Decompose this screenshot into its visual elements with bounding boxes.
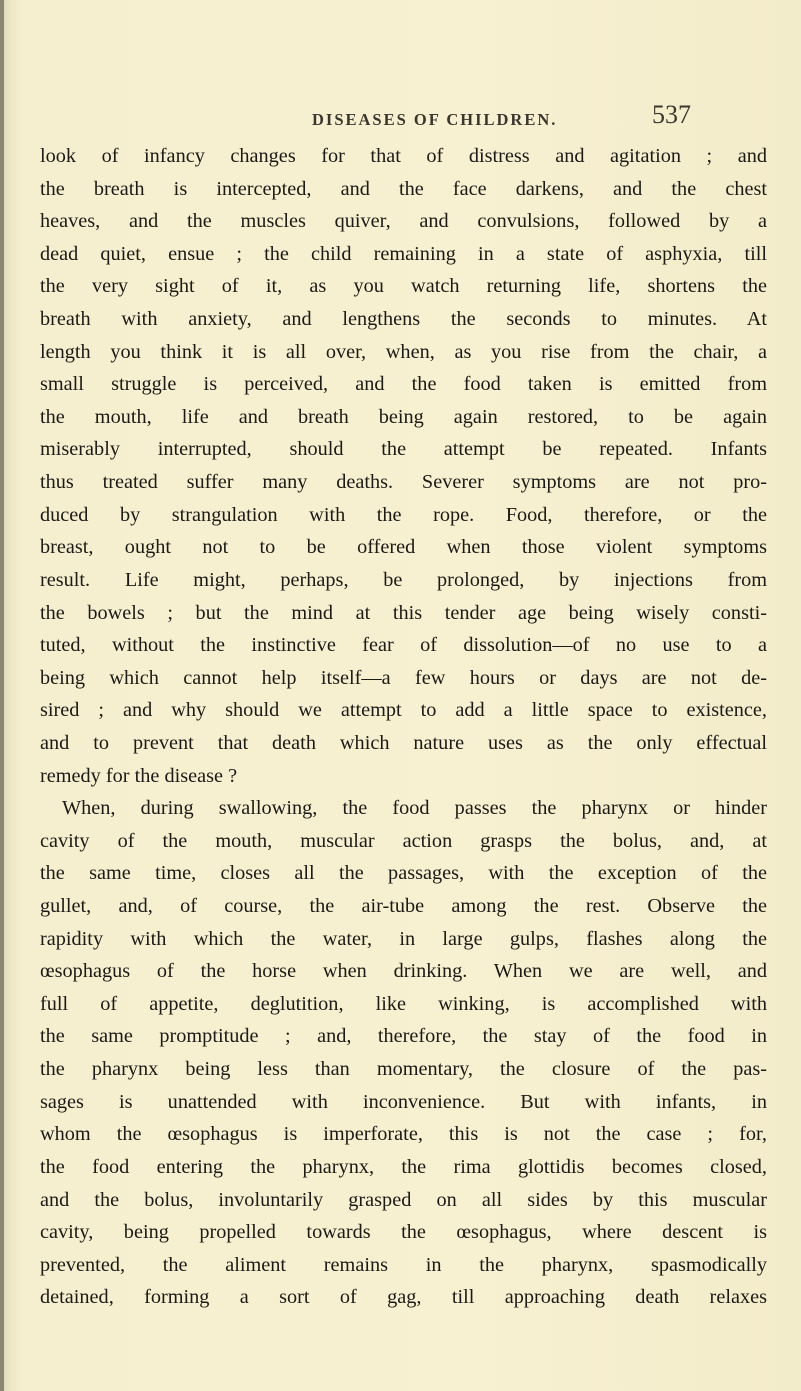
text-line: and the bolus, involuntarily grasped on all sides by this muscular xyxy=(40,1188,767,1211)
text-line: duced by strangulation with the rope. Food, therefore, or the xyxy=(40,503,767,526)
text-line: cavity, being propelled towards the œsophagus, where descent is xyxy=(40,1221,767,1244)
body-text xyxy=(40,140,767,1314)
text-line: gullet, and, of course, the air-tube among the rest. Observe the xyxy=(40,895,767,918)
text-line: full of appetite, deglutition, like winking, is accomplished with xyxy=(40,992,767,1015)
text-line: the food entering the pharynx, the rima glottidis becomes closed, xyxy=(40,1155,767,1178)
text-line: sages is unattended with inconvenience. But with infants, in xyxy=(40,1090,767,1113)
text-line: look of infancy changes for that of distress and agitation ; and xyxy=(40,145,767,167)
page-number: 537 xyxy=(652,100,691,129)
text-line: result. Life might, perhaps, be prolonged, by injections from xyxy=(40,568,767,591)
text-line: breast, ought not to be offered when those violent symptoms xyxy=(40,536,767,559)
text-line: tuted, without the instinctive fear of dissolution—of no use to a xyxy=(40,634,767,657)
running-head: DISEASES OF CHILDREN. xyxy=(312,110,558,129)
text-line: œsophagus of the horse when drinking. When we are well, and xyxy=(40,960,767,983)
text-line: and to prevent that death which nature uses as the only effectual xyxy=(40,731,767,754)
text-line: breath with anxiety, and lengthens the seconds to minutes. At xyxy=(40,308,767,331)
paragraph-end-line: remedy for the disease ? xyxy=(40,764,238,787)
paragraph-start-line: When, during swallowing, the food passes the pharynx or hinder xyxy=(62,797,767,820)
page-edge xyxy=(0,0,4,1391)
text-line: length you think it is all over, when, as you rise from the chair, a xyxy=(40,340,767,363)
text-line: the pharynx being less than momentary, the closure of the pas- xyxy=(40,1058,767,1081)
text-line: the breath is intercepted, and the face darkens, and the chest xyxy=(40,177,767,200)
text-line: prevented, the aliment remains in the pharynx, spasmodically xyxy=(40,1253,767,1276)
text-line: being which cannot help itself—a few hours or days are not de- xyxy=(40,666,767,689)
text-line: miserably interrupted, should the attempt be repeated. Infants xyxy=(40,438,767,461)
text-line: small struggle is perceived, and the food taken is emitted from xyxy=(40,373,767,396)
text-line: the same time, closes all the passages, with the exception of the xyxy=(40,862,767,885)
text-line: dead quiet, ensue ; the child remaining in a state of asphyxia, till xyxy=(40,242,767,265)
text-line: detained, forming a sort of gag, till approaching death relaxes xyxy=(40,1286,767,1309)
text-line: the very sight of it, as you watch returning life, shortens the xyxy=(40,275,767,298)
text-line: sired ; and why should we attempt to add a little space to existence, xyxy=(40,699,767,722)
text-line: rapidity with which the water, in large gulps, flashes along the xyxy=(40,927,767,950)
text-line: thus treated suffer many deaths. Severer symptoms are not pro- xyxy=(40,471,767,494)
text-line: heaves, and the muscles quiver, and convulsions, followed by a xyxy=(40,210,767,233)
text-line: the bowels ; but the mind at this tender age being wisely consti- xyxy=(40,601,767,624)
text-line: the same promptitude ; and, therefore, the stay of the food in xyxy=(40,1025,767,1048)
text-line: the mouth, life and breath being again restored, to be again xyxy=(40,405,767,428)
page-header xyxy=(0,98,801,138)
text-line: whom the œsophagus is imperforate, this is not the case ; for, xyxy=(40,1123,767,1146)
text-line: cavity of the mouth, muscular action grasps the bolus, and, at xyxy=(40,829,767,852)
